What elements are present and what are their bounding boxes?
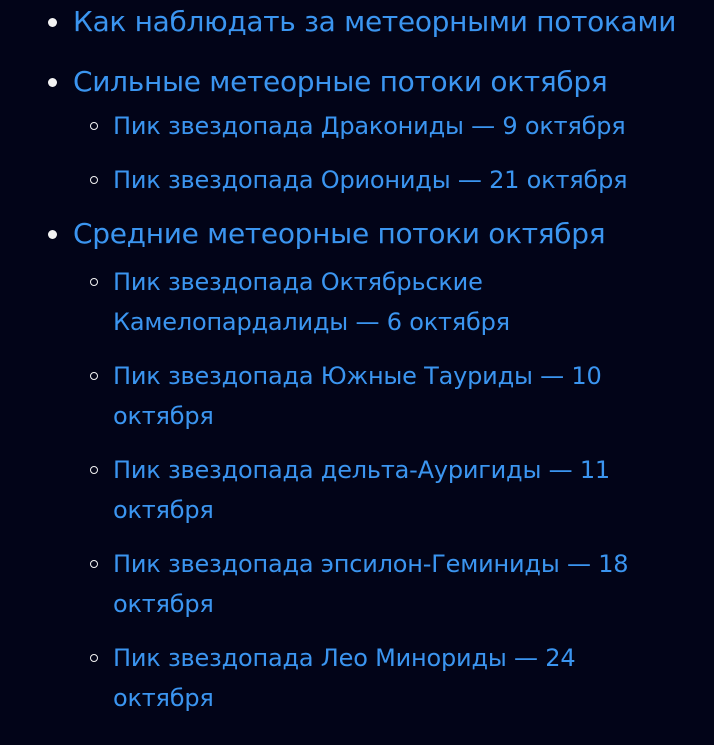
bullet-ring-icon xyxy=(90,176,98,184)
toc-subitem-delta-aurigids xyxy=(113,450,714,530)
toc-list xyxy=(0,2,714,718)
toc-subitem-leo-minorids xyxy=(113,638,714,718)
toc-link-strong-showers[interactable]: Сильные метеорные потоки октября xyxy=(73,65,608,98)
toc-item-strong-showers xyxy=(0,62,714,200)
toc-link-southern-taurids[interactable]: Пик звездопада Южные Тауриды — 10 октября xyxy=(113,362,602,430)
bullet-dot-icon xyxy=(48,78,57,87)
bullet-ring-icon xyxy=(90,278,98,286)
toc-link-october-camelopardalids[interactable]: Пик звездопада Октябрьские Камелопардалиды — 6 октября xyxy=(113,268,510,336)
toc-link-medium-showers[interactable]: Средние метеорные потоки октября xyxy=(73,217,606,250)
toc-link-how-to-observe[interactable]: Как наблюдать за метеорными потоками xyxy=(73,5,677,38)
toc-sublist-medium-showers xyxy=(113,262,714,718)
bullet-ring-icon xyxy=(90,560,98,568)
bullet-ring-icon xyxy=(90,372,98,380)
toc-subitem-orionids xyxy=(113,160,714,200)
toc-sublist-strong-showers xyxy=(113,106,714,200)
toc-subitem-october-camelopardalids xyxy=(113,262,714,342)
toc-link-draconids[interactable]: Пик звездопада Дракониды — 9 октября xyxy=(113,112,626,140)
toc-subitem-southern-taurids xyxy=(113,356,714,436)
toc-subitem-epsilon-geminids xyxy=(113,544,714,624)
toc-subitem-draconids xyxy=(113,106,714,146)
toc-link-leo-minorids[interactable]: Пик звездопада Лео Минориды — 24 октября xyxy=(113,644,576,712)
bullet-ring-icon xyxy=(90,466,98,474)
toc-item-medium-showers xyxy=(0,214,714,718)
bullet-ring-icon xyxy=(90,122,98,130)
toc-link-delta-aurigids[interactable]: Пик звездопада дельта-Ауригиды — 11 октября xyxy=(113,456,611,524)
bullet-dot-icon xyxy=(48,230,57,239)
toc-link-orionids[interactable]: Пик звездопада Ориониды — 21 октября xyxy=(113,166,628,194)
bullet-ring-icon xyxy=(90,654,98,662)
toc-item-how-to-observe xyxy=(0,2,714,42)
toc-link-epsilon-geminids[interactable]: Пик звездопада эпсилон-Геминиды — 18 октября xyxy=(113,550,629,618)
bullet-dot-icon xyxy=(48,18,57,27)
